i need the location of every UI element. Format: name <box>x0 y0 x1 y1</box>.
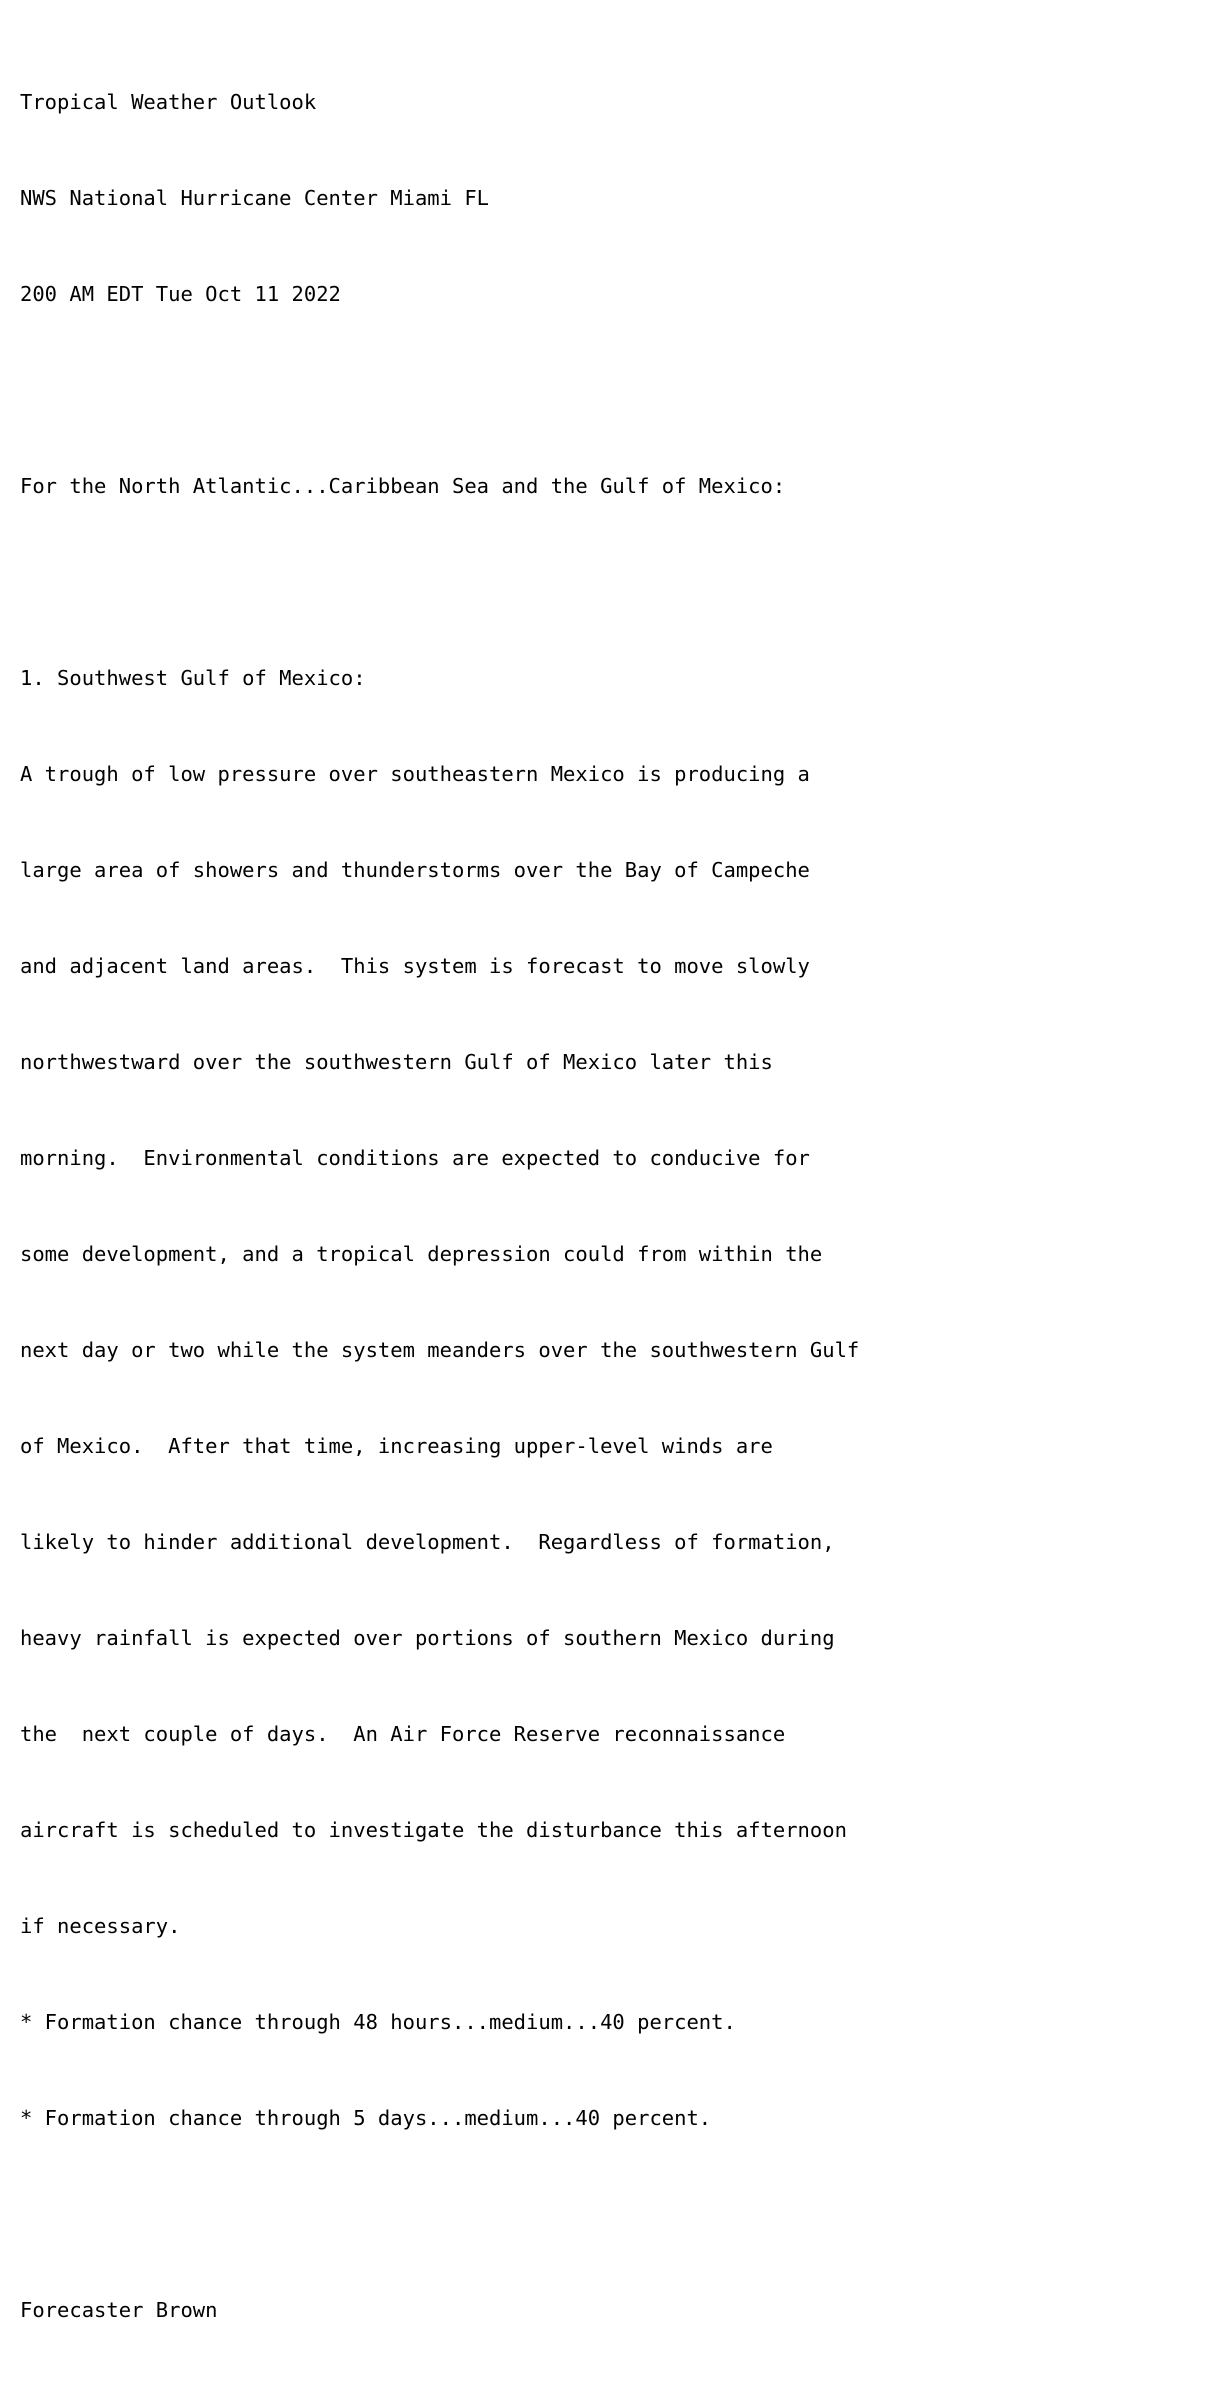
formation-chance-48h: * Formation chance through 48 hours...medium...40 percent. <box>20 2010 736 2034</box>
body-line: likely to hinder additional development. Regardless of formation, <box>20 1530 835 1554</box>
issue-time: 200 AM EDT Tue Oct 11 2022 <box>20 282 341 306</box>
issuing-office: NWS National Hurricane Center Miami FL <box>20 186 489 210</box>
document-title: Tropical Weather Outlook <box>20 90 317 114</box>
document-text <box>20 22 1206 2390</box>
basin-line: For the North Atlantic...Caribbean Sea and the Gulf of Mexico: <box>20 474 786 498</box>
body-line: heavy rainfall is expected over portions of southern Mexico during <box>20 1626 835 1650</box>
body-line: if necessary. <box>20 1914 181 1938</box>
section-heading: 1. Southwest Gulf of Mexico: <box>20 666 366 690</box>
body-line: some development, and a tropical depression could from within the <box>20 1242 823 1266</box>
body-line: the next couple of days. An Air Force Reserve reconnaissance <box>20 1722 786 1746</box>
body-line: northwestward over the southwestern Gulf of Mexico later this <box>20 1050 773 1074</box>
forecaster-signature: Forecaster Brown <box>20 2298 218 2322</box>
body-line: morning. Environmental conditions are expected to conducive for <box>20 1146 810 1170</box>
formation-chance-5d: * Formation chance through 5 days...medium...40 percent. <box>20 2106 712 2130</box>
body-line: large area of showers and thunderstorms over the Bay of Campeche <box>20 858 810 882</box>
spacer-3 <box>20 2198 1206 2230</box>
body-line: aircraft is scheduled to investigate the disturbance this afternoon <box>20 1818 847 1842</box>
body-line: of Mexico. After that time, increasing upper-level winds are <box>20 1434 773 1458</box>
body-line: and adjacent land areas. This system is forecast to move slowly <box>20 954 810 978</box>
spacer-2 <box>20 566 1206 598</box>
spacer-1 <box>20 374 1206 406</box>
body-line: next day or two while the system meanders over the southwestern Gulf <box>20 1338 860 1362</box>
body-line: A trough of low pressure over southeastern Mexico is producing a <box>20 762 810 786</box>
